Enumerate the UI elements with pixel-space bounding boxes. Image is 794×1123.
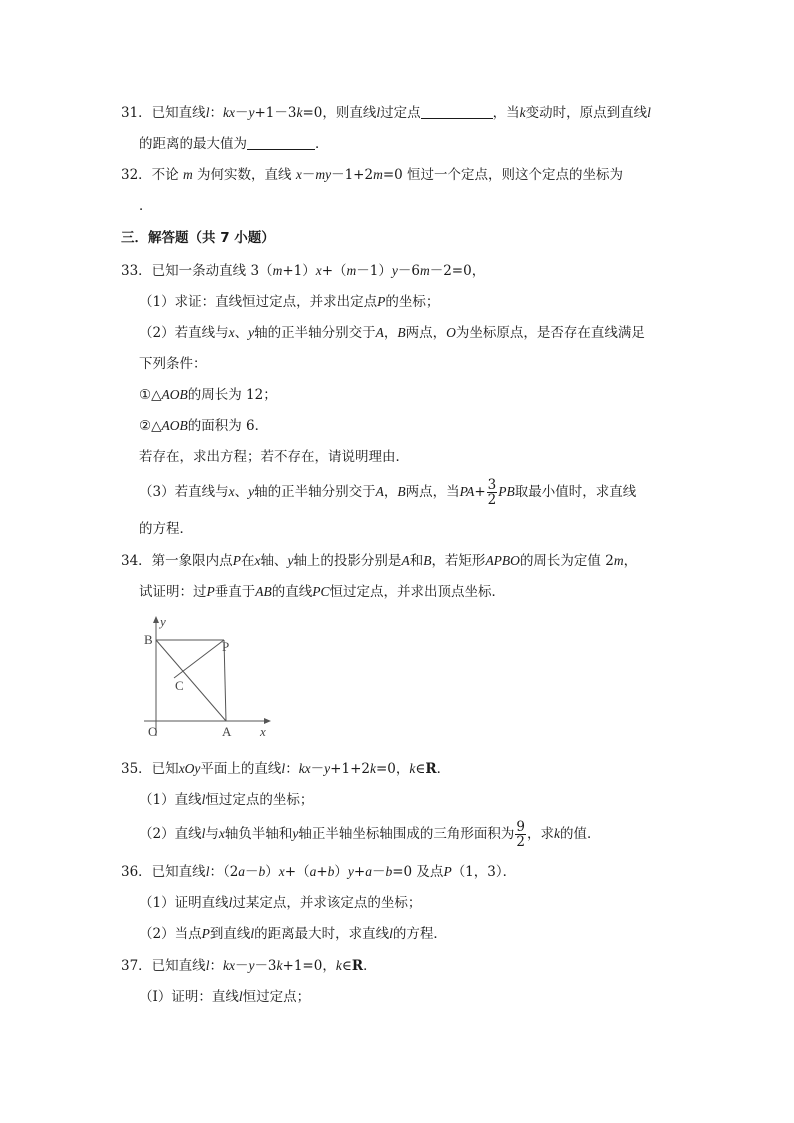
q33-part1 xyxy=(139,293,439,311)
text: 变动时，原点到直线 xyxy=(525,105,648,121)
q36-part1 xyxy=(139,894,421,912)
text: （2）直线 xyxy=(139,826,202,842)
text: 的面积为 6． xyxy=(187,418,269,434)
q37-part1 xyxy=(139,988,310,1006)
var: PB xyxy=(498,484,515,499)
var: k xyxy=(409,761,416,776)
text: －1） xyxy=(356,263,392,279)
denominator: 2 xyxy=(487,492,497,508)
var: y xyxy=(324,761,331,776)
fig-label-P: P xyxy=(222,639,230,654)
text: ∈ xyxy=(341,958,352,974)
var: P xyxy=(206,584,215,599)
var: m xyxy=(182,167,193,182)
text: ∈ xyxy=(415,761,426,777)
var: PA xyxy=(459,484,475,499)
text: ． xyxy=(139,198,153,214)
text: ） xyxy=(265,864,279,880)
var: AB xyxy=(255,584,272,599)
text: ， xyxy=(623,553,638,569)
text: 取最小值时，求直线 xyxy=(514,484,637,500)
text: 恒过定点的坐标； xyxy=(205,792,314,808)
text: 两点，当 xyxy=(405,484,460,500)
text: － xyxy=(234,958,249,974)
q32-line1 xyxy=(121,166,623,184)
text: ，若矩形 xyxy=(431,553,486,569)
text: 的距离最大时，求直线 xyxy=(254,926,390,942)
var: x xyxy=(254,553,261,568)
text: ． xyxy=(363,958,377,974)
text: 37．已知直线 xyxy=(121,958,206,974)
text: ： xyxy=(209,958,223,974)
var: m xyxy=(373,167,383,182)
text: =0 及点 xyxy=(392,864,444,880)
var: x xyxy=(278,864,285,879)
text: 平面上的直线 xyxy=(200,761,282,777)
text: －2=0， xyxy=(429,263,486,279)
q33-exist: 若存在，求出方程；若不存在，请说明理由． xyxy=(139,449,409,465)
text: （1，3）． xyxy=(451,864,517,880)
text: 过某定点，并求该定点的坐标； xyxy=(232,895,422,911)
q31-line1 xyxy=(121,104,651,122)
var: k xyxy=(335,958,342,973)
text: ，求 xyxy=(526,826,554,842)
text: 恒过定点，并求出顶点坐标． xyxy=(329,584,506,600)
q33-part2-line2: 下列条件： xyxy=(139,356,207,372)
q36-line1 xyxy=(121,863,516,881)
answer-blank[interactable] xyxy=(247,135,315,150)
text: 轴正半轴坐标轴围成的三角形面积为 xyxy=(298,826,515,842)
var: l xyxy=(647,105,651,120)
text: 为何实数，直线 xyxy=(197,167,292,183)
text: － xyxy=(234,105,249,121)
text: 36．已知直线 xyxy=(121,864,206,880)
var: B xyxy=(397,484,406,499)
var: b xyxy=(327,864,335,879)
text: － xyxy=(371,864,386,880)
text: 恒过定点； xyxy=(242,989,311,1005)
fig-label-C: C xyxy=(175,678,184,693)
var: l xyxy=(389,926,393,941)
var: l xyxy=(205,105,210,120)
var: x xyxy=(295,167,302,182)
text: （2）若直线与 xyxy=(139,325,229,341)
q35-part1 xyxy=(139,791,313,809)
text: ②△ xyxy=(139,418,162,434)
var: k xyxy=(296,105,303,120)
var: P xyxy=(232,553,241,568)
text: （2）当点 xyxy=(139,926,202,942)
var: l xyxy=(205,958,210,973)
q37-line1 xyxy=(121,957,377,975)
var: l xyxy=(281,761,286,776)
var: PC xyxy=(312,584,330,599)
q34-line2 xyxy=(139,583,505,601)
text: ， xyxy=(383,484,398,500)
var: y xyxy=(248,484,255,499)
text: +（ xyxy=(284,864,310,880)
q35-part2 xyxy=(139,820,600,849)
var: R xyxy=(425,761,437,777)
var: l xyxy=(205,864,210,879)
fraction xyxy=(515,820,526,849)
q36-part2 xyxy=(139,925,447,943)
var: kx xyxy=(298,761,311,776)
q33-stem xyxy=(121,262,485,280)
text: 轴的正半轴分别交于 xyxy=(254,484,376,500)
text: ， xyxy=(383,325,398,341)
text: 过定点 xyxy=(380,105,421,121)
answer-blank[interactable] xyxy=(421,104,493,119)
var: k xyxy=(276,958,283,973)
var: AOB xyxy=(161,387,188,402)
text: ． xyxy=(315,136,329,152)
fraction xyxy=(487,478,498,507)
var: a xyxy=(309,864,317,879)
var: l xyxy=(201,792,206,807)
text: 的坐标； xyxy=(385,294,440,310)
text: － xyxy=(301,167,316,183)
text: 轴、 xyxy=(260,553,288,569)
q33-part2 xyxy=(139,324,645,342)
segment-PC xyxy=(174,640,224,678)
q32-line2 xyxy=(139,197,153,215)
text: － xyxy=(310,761,325,777)
var: kx xyxy=(222,105,235,120)
text: 试证明：过 xyxy=(139,584,207,600)
text: 到直线 xyxy=(209,926,251,942)
var: y xyxy=(248,105,255,120)
text: + xyxy=(353,864,366,880)
text: +1） xyxy=(282,263,316,279)
var: b xyxy=(258,864,266,879)
var: k xyxy=(519,105,526,120)
text: （Ⅰ）证明：直线 xyxy=(139,989,239,1005)
text: ： xyxy=(285,761,299,777)
y-arrow xyxy=(153,616,159,623)
text: 轴负半轴和 xyxy=(224,826,293,842)
fig-label-O: O xyxy=(148,724,158,739)
text: 的周长为 12； xyxy=(187,387,277,403)
var: R xyxy=(351,958,364,974)
text: （3）若直线与 xyxy=(139,484,229,500)
var: xOy xyxy=(178,761,201,776)
text: （1）证明直线 xyxy=(139,895,229,911)
var: A xyxy=(401,553,410,568)
text: ： xyxy=(209,105,223,121)
fig-label-A: A xyxy=(222,724,232,739)
text: ） xyxy=(334,864,348,880)
text: 轴的正半轴分别交于 xyxy=(254,325,376,341)
q33-condition-2 xyxy=(139,417,268,435)
var: x xyxy=(218,826,225,841)
text: 垂直于 xyxy=(214,584,256,600)
var: a xyxy=(365,864,372,879)
var: A xyxy=(375,325,384,340)
text: ：（2 xyxy=(209,864,239,880)
var: AOB xyxy=(161,418,188,433)
text: ，当 xyxy=(492,105,520,121)
text: －1+2 xyxy=(331,167,374,183)
var: m xyxy=(272,263,283,278)
text: 为坐标原点，是否存在直线满足 xyxy=(455,325,645,341)
text: 和 xyxy=(409,553,424,569)
text: ①△ xyxy=(139,387,162,403)
var: y xyxy=(347,864,354,879)
var: l xyxy=(201,826,206,841)
text: 32．不论 xyxy=(121,167,179,183)
q31-line2 xyxy=(139,135,329,153)
text: +1=0， xyxy=(282,958,336,974)
var: b xyxy=(385,864,393,879)
text: 在 xyxy=(240,553,255,569)
q33-part3-line2: 的方程． xyxy=(139,521,193,537)
text: 与 xyxy=(205,826,219,842)
var: B xyxy=(423,553,432,568)
var: P xyxy=(443,864,452,879)
var: kx xyxy=(222,958,235,973)
text: 34．第一象限内点 xyxy=(121,553,233,569)
var: y xyxy=(287,553,294,568)
numerator: 9 xyxy=(516,819,525,835)
text: 31．已知直线 xyxy=(121,105,206,121)
var: y xyxy=(248,325,255,340)
text: 的直线 xyxy=(271,584,313,600)
var: x xyxy=(228,484,235,499)
section-heading: 三．解答题（共 7 小题） xyxy=(121,230,275,246)
text: =0，则直线 xyxy=(302,105,377,121)
var: O xyxy=(446,325,456,340)
denominator: 2 xyxy=(516,834,525,850)
text: 、 xyxy=(234,484,249,500)
fig-label-x: x xyxy=(260,724,266,739)
fig-label-B: B xyxy=(144,632,153,647)
text: + xyxy=(474,484,486,500)
var: k xyxy=(553,826,560,841)
text: 的距离的最大值为 xyxy=(139,136,247,152)
q34-figure xyxy=(138,614,278,742)
var: l xyxy=(250,926,255,941)
text: 的值． xyxy=(559,826,601,842)
text: +（ xyxy=(321,263,347,279)
var: x xyxy=(315,263,322,278)
text: ． xyxy=(436,761,451,777)
var: y xyxy=(391,263,398,278)
q33-condition-1 xyxy=(139,386,277,404)
var: APBO xyxy=(485,553,520,568)
numerator: 3 xyxy=(487,477,497,493)
var: y xyxy=(292,826,299,841)
var: my xyxy=(315,167,332,182)
var: m xyxy=(419,263,430,278)
text: － xyxy=(245,864,259,880)
text: 的周长为定值 2 xyxy=(519,553,614,569)
text: +1－3 xyxy=(254,105,297,121)
text: +1+2 xyxy=(330,761,370,777)
var: m xyxy=(613,553,624,568)
text: 两点， xyxy=(405,325,447,341)
text: －6 xyxy=(397,263,420,279)
text: （1）直线 xyxy=(139,792,202,808)
text: （1）求证：直线恒过定点，并求出定点 xyxy=(139,294,378,310)
var: m xyxy=(346,263,357,278)
var: a xyxy=(238,864,246,879)
text: 的方程． xyxy=(392,926,447,942)
text: 轴上的投影分别是 xyxy=(293,553,402,569)
var: B xyxy=(397,325,406,340)
var: y xyxy=(248,958,255,973)
text: + xyxy=(316,864,328,880)
var: l xyxy=(376,105,381,120)
var: P xyxy=(377,294,386,309)
text: =0， xyxy=(375,761,410,777)
var: l xyxy=(228,895,233,910)
text: 33．已知一条动直线 3（ xyxy=(121,263,273,279)
segment-BA xyxy=(156,640,226,721)
var: l xyxy=(238,989,243,1004)
var: P xyxy=(201,926,210,941)
var: A xyxy=(375,484,384,499)
text: －3 xyxy=(254,958,277,974)
text: 35．已知 xyxy=(121,761,179,777)
q33-part3 xyxy=(139,478,636,507)
q35-line1 xyxy=(121,760,450,778)
fig-label-y: y xyxy=(160,614,166,629)
q34-line1 xyxy=(121,552,637,570)
text: =0 恒过一个定点，则这个定点的坐标为 xyxy=(382,167,624,183)
text: 、 xyxy=(234,325,249,341)
var: k xyxy=(369,761,376,776)
var: x xyxy=(228,325,235,340)
